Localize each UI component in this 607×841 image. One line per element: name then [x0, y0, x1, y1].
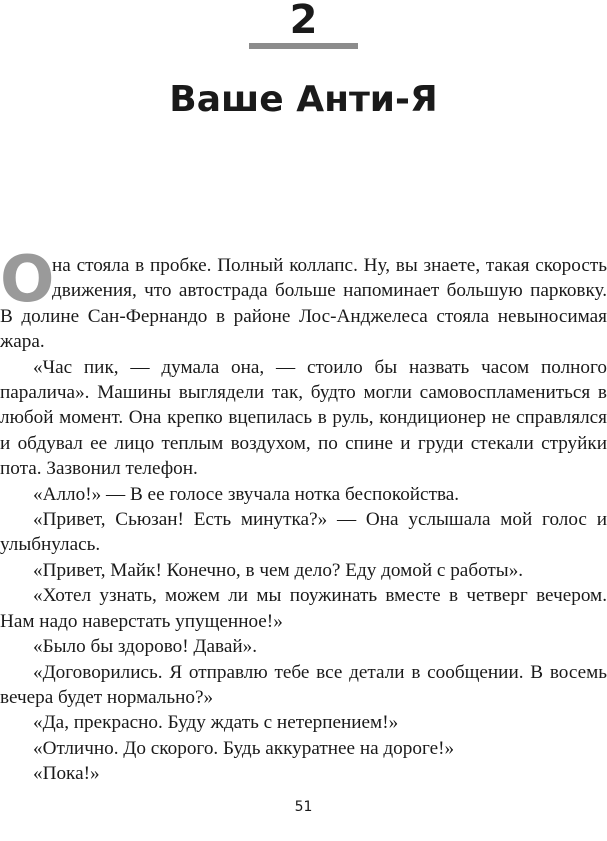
- paragraph: «Было бы здорово! Давай».: [33, 636, 257, 658]
- paragraph: [0, 243, 607, 355]
- paragraph: «Привет, Сьюзан! Есть минутка?» — Она услышала мой голос и улыбнулась.: [0, 509, 607, 556]
- paragraph: «Хотел узнать, можем ли мы поужинать вместе в четверг вечером. Нам надо наверстать упущенное!»: [0, 585, 607, 632]
- paragraph: «Отлично. До скорого. Будь аккуратнее на дороге!»: [33, 737, 455, 759]
- paragraph: «Договорились. Я отправлю тебе все детали в сообщении. В восемь вечера будет нормально?»: [0, 661, 607, 708]
- chapter-title: Ваше Анти-Я: [169, 79, 438, 120]
- chapter-divider: [249, 43, 358, 49]
- page-number: 51: [294, 799, 313, 815]
- chapter-number: 2: [289, 0, 318, 43]
- drop-cap: О: [0, 243, 55, 317]
- paragraph: «Пока!»: [33, 763, 100, 785]
- paragraph: «Привет, Майк! Конечно, в чем дело? Еду домой с работы».: [33, 559, 524, 581]
- paragraph: «Час пик, — думала она, — стоило бы назвать часом полного паралича». Машины выглядели так, будто могли самовоспламениться в любой момент. Она крепко вцепилась в руль, кондиционер не справлялся и обдувал ее лицо теплым воздухом, по спине и груди стекали струйки пота. Зазвонил телефон.: [0, 356, 607, 480]
- paragraph: «Алло!» — В ее голосе звучала нотка беспокойства.: [33, 483, 460, 505]
- paragraph: «Да, прекрасно. Буду ждать с нетерпением!»: [33, 712, 399, 734]
- body-text: [0, 243, 607, 787]
- paragraph-text: на стояла в пробке. Полный коллапс. Ну, вы знаете, такая скорость движения, что автострада больше напоминает большую парковку. В долине Сан-Фернандо в районе Лос-Анджелеса стояла невыносимая жара.: [0, 255, 607, 353]
